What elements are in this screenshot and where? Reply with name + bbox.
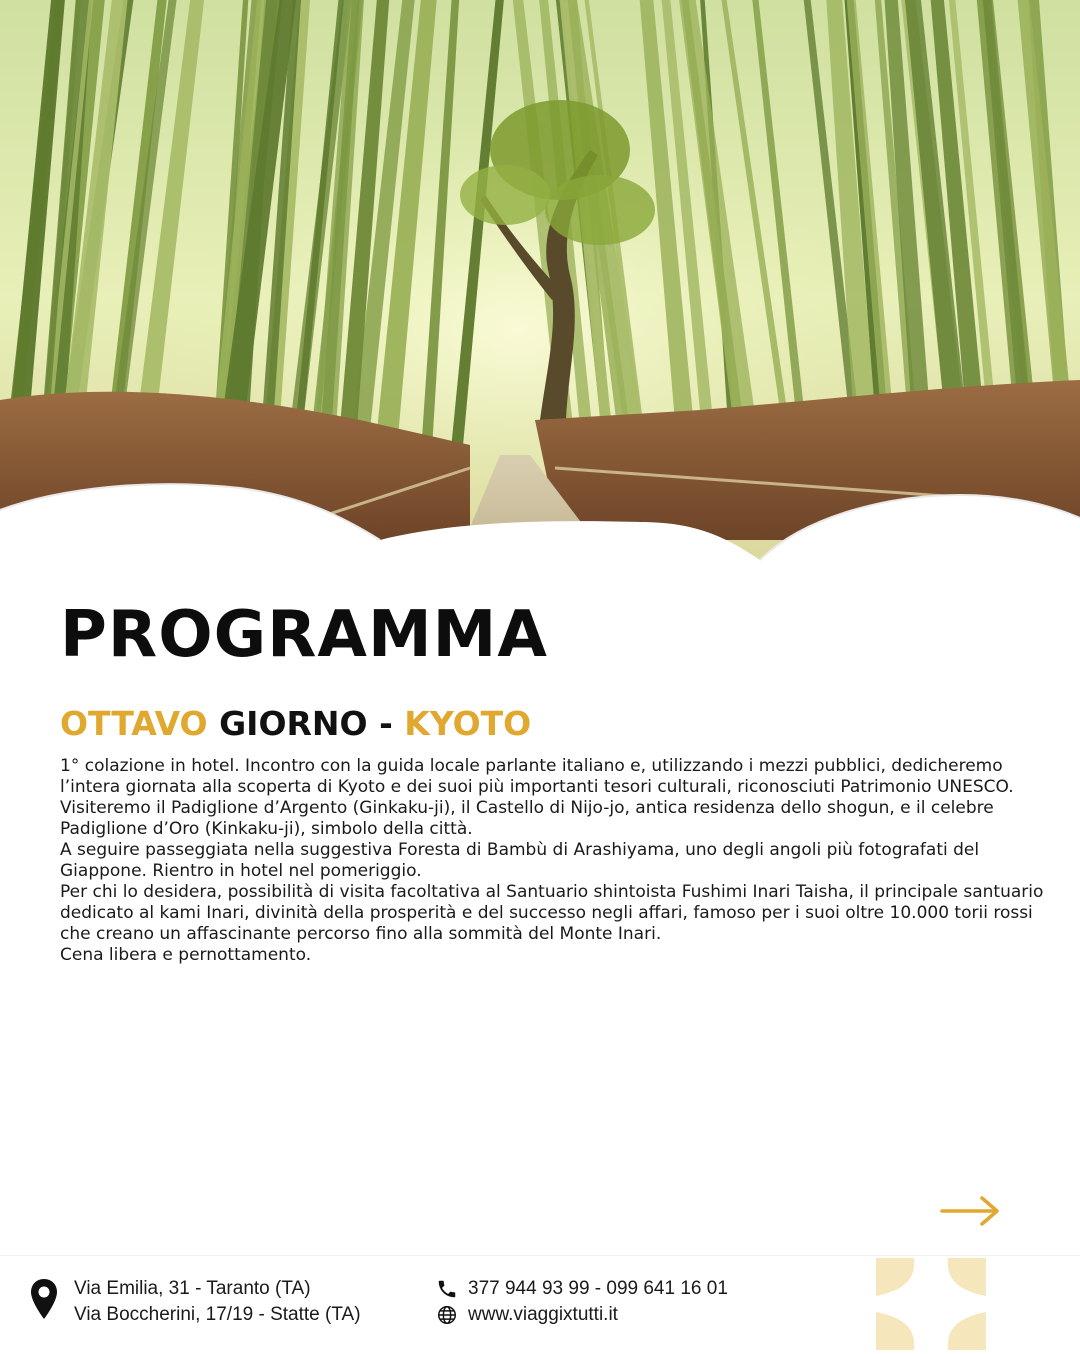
brand-logo xyxy=(876,1258,986,1350)
program-text xyxy=(60,756,1050,966)
page-title: PROGRAMMA xyxy=(60,598,548,672)
day-heading xyxy=(60,704,531,743)
day-separator: - xyxy=(367,704,405,743)
day-word: GIORNO xyxy=(219,704,368,743)
footer-divider xyxy=(0,1255,1080,1256)
address-line-2: Via Boccherini, 17/19 - Statte (TA) xyxy=(74,1304,361,1325)
arrow-right-icon[interactable] xyxy=(940,1192,1002,1230)
program-paragraph: Cena libera e pernottamento. xyxy=(60,945,312,965)
footer-contacts xyxy=(436,1276,728,1328)
address-line-1: Via Emilia, 31 - Taranto (TA) xyxy=(74,1278,311,1299)
program-paragraph: A seguire passeggiata nella suggestiva Foresta di Bambù di Arashiyama, uno degli angoli più fotografati del Giappone. Rientro in hotel nel pomeriggio. xyxy=(60,840,980,881)
program-paragraph: 1° colazione in hotel. Incontro con la guida locale parlante italiano e, utilizzando i mezzi pubblici, dedicheremo l’intera giornata alla scoperta di Kyoto e dei suoi più importanti tesori culturali, riconosciuti Patrimonio UNESCO. xyxy=(60,756,1014,797)
day-ordinal: OTTAVO xyxy=(60,704,208,743)
phone-icon xyxy=(436,1278,458,1300)
hero-image xyxy=(0,0,1080,600)
program-paragraph: Per chi lo desidera, possibilità di visita facoltativa al Santuario shintoista Fushimi Inari Taisha, il principale santuario dedicato al kami Inari, divinità della prosperità e del successo negli affari, famoso per i suoi oltre 10.000 torii rossi che creano un affascinante percorso fino alla sommità del Monte Inari. xyxy=(60,882,1044,944)
program-paragraph: Visiteremo il Padiglione d’Argento (Ginkaku-ji), il Castello di Nijo-jo, antica residenza dello shogun, e il celebre Padiglione d’Oro (Kinkaku-ji), simbolo della città. xyxy=(60,798,994,839)
footer-addresses xyxy=(74,1276,361,1328)
globe-icon xyxy=(436,1304,458,1326)
day-city: KYOTO xyxy=(404,704,532,743)
phone-numbers[interactable]: 377 944 93 99 - 099 641 16 01 xyxy=(468,1278,728,1299)
website-link[interactable]: www.viaggixtutti.it xyxy=(468,1304,618,1325)
map-pin-icon xyxy=(28,1277,60,1321)
